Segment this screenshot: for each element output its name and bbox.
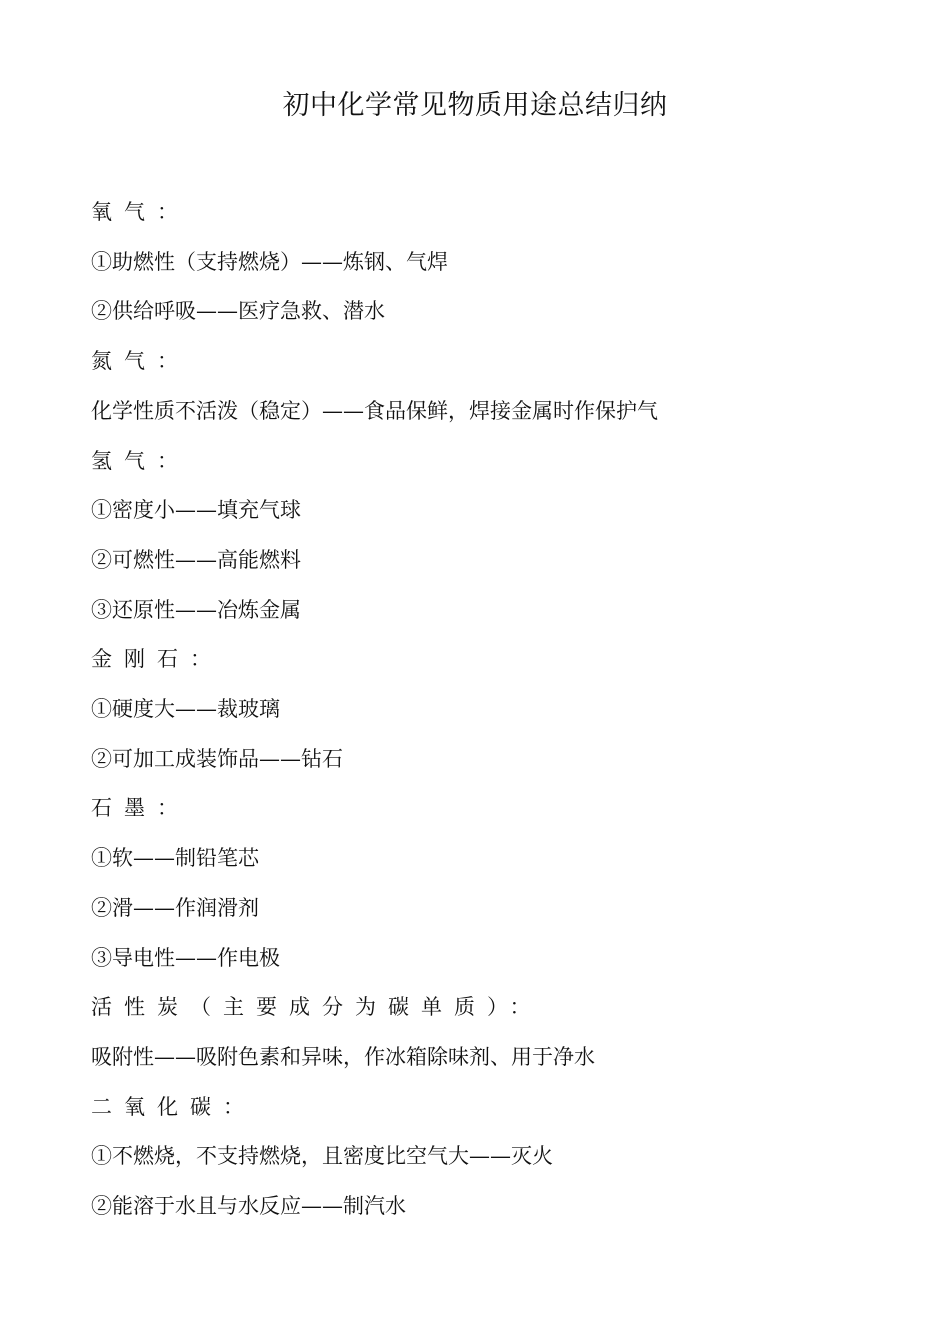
list-item: ②供给呼吸——医疗急救、潜水 [91,299,385,323]
list-item: ③导电性——作电极 [91,946,280,970]
section-heading: 二氧化碳： [91,1095,256,1119]
list-item: ①软——制铅笔芯 [91,846,259,870]
section-heading: 氢气： [91,449,190,473]
list-item: 吸附性——吸附色素和异味，作冰箱除味剂、用于净水 [91,1045,595,1069]
list-item: ①密度小——填充气球 [91,498,301,522]
list-item: ①硬度大——裁玻璃 [91,697,280,721]
section-heading: 金刚石： [91,647,223,671]
list-item: ②滑——作润滑剂 [91,896,259,920]
list-item: ②可加工成装饰品——钻石 [91,747,343,771]
section-heading: 氮气： [91,349,190,373]
section-heading: 活性炭（主要成分为碳单质）： [91,995,543,1019]
document-title: 初中化学常见物质用途总结归纳 [282,90,668,121]
list-item: 化学性质不活泼（稳定）——食品保鲜，焊接金属时作保护气 [91,399,658,423]
list-item: ①助燃性（支持燃烧）——炼钢、气焊 [91,250,448,274]
section-heading: 石墨： [91,796,190,820]
list-item: ①不燃烧，不支持燃烧，且密度比空气大——灭火 [91,1144,553,1168]
list-item: ③还原性——冶炼金属 [91,598,301,622]
list-item: ②能溶于水且与水反应——制汽水 [91,1194,406,1218]
section-heading: 氧气： [91,200,190,224]
list-item: ②可燃性——高能燃料 [91,548,301,572]
